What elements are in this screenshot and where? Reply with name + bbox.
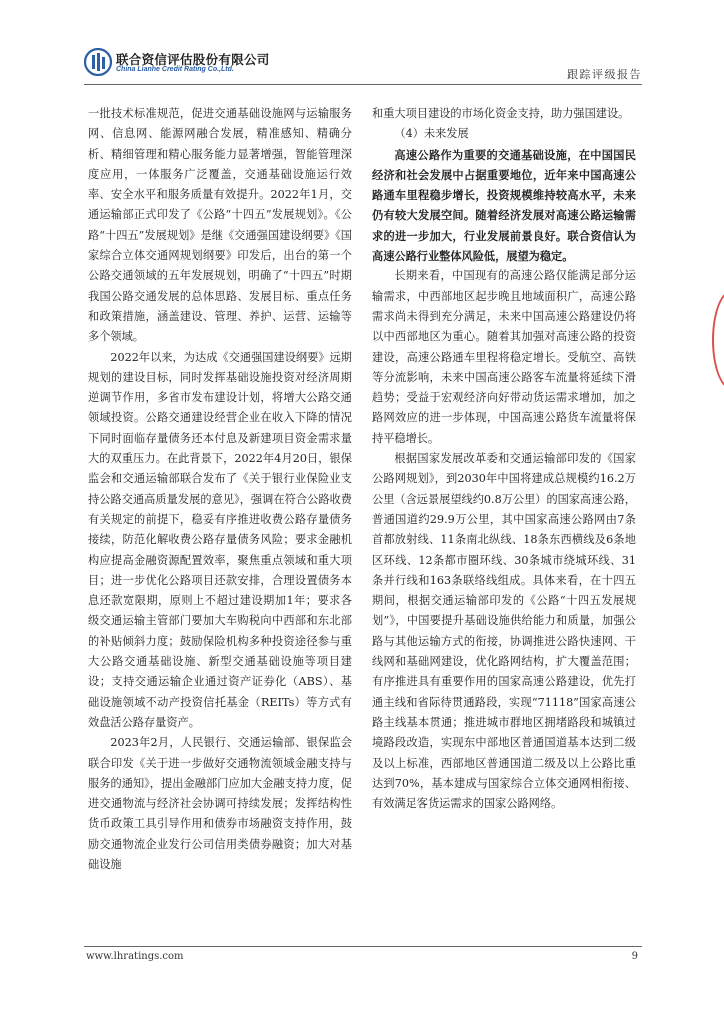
footer-website: www.lhratings.com: [86, 951, 184, 962]
company-name-cn: 联合资信评估股份有限公司: [116, 52, 270, 67]
header-divider: [84, 84, 642, 85]
right-column: [372, 104, 636, 814]
lianhe-logo-icon: [84, 48, 112, 76]
company-name-en: China Lianhe Credit Rating Co.,Ltd.: [116, 66, 234, 73]
paragraph-policy-2022: 2022年以来，为达成《交通强国建设纲要》远期规划的建设目标，同时发挥基础设施投资对经济周期逆调节作用，多省市发布建设计划，将增大公路交通领域投资。公路交通建设经营企业在收入下降的情况下同时面临存量债务还本付息及新建项目资金需求量大的双重压力。在此背景下，2022年4月20日，银保监会和交通运输部联合发布了《关于银行业保险业支持公路交通高质量发展的意见》，强调在符合公路收费有关规定的前提下，稳妥有序推进收费公路存量债务接续，防范化解收费公路存量债务风险；要求金融机构应提高金融资源配置效率，聚焦重点领域和重大项目；进一步优化公路项目还款安排，合理设置债务本息还款宽限期，原则上不超过建设期加1年；要求各级交通运输主管部门要加大车购税向中西部和东北部的补贴倾斜力度；鼓励保险机构多种投资途径参与重大公路交通基础设施、新型交通基础设施等项目建设；支持交通运输企业通过资产证券化（ABS）、基础设施领域不动产投资信托基金（REITs）等方式有效盘活公路存量资产。: [88, 350, 352, 729]
left-column: [88, 104, 352, 875]
report-type-title: 跟踪评级报告: [567, 68, 642, 81]
paragraph-continued: 一批技术标准规范，促进交通基础设施网与运输服务网、信息网、能源网融合发展，精准感知、精确分析、精细管理和精心服务能力显著增强，智能管理深度应用，一体服务广泛覆盖，交通基础设施运行效率、安全水平和服务质量有效提升。2022年1月，交通运输部正式印发了《公路“十四五”发展规划》。《公路“十四五”发展规划》是继《交通强国建设纲要》《国家综合立体交通网规划纲要》印发后，出台的第一个公路交通领域的五年发展规划，明确了“十四五”时期我国公路交通发展的总体思路、发展目标、重点任务和政策措施，涵盖建设、管理、养护、运营、运输等多个领域。: [88, 107, 352, 344]
paragraph-continued-right: 和重大项目建设的市场化资金支持，助力强国建设。: [372, 107, 630, 120]
paragraph-policy-2023: 2023年2月，人民银行、交通运输部、银保监会联合印发《关于进一步做好交通物流领域金融支持与服务的通知》，提出金融部门应加大金融支持力度，促进交通物流与经济社会协调可持续发展；发挥结构性货币政策工具引导作用和债券市场融资支持作用，鼓励交通物流企业发行公司信用类债券融资；加大对基础设施: [88, 736, 352, 871]
page-number: 9: [631, 951, 638, 962]
paragraph-network-plan: 根据国家发展改革委和交通运输部印发的《国家公路网规划》，到2030年中国将建成总规模约16.2万公里（含远景展望线约0.8万公里）的国家高速公路，普通国道约29.9万公里，其中国家高速公路网由7条首都放射线、11条南北纵线、18条东西横线及6条地区环线、12条都市圈环线、30条城市绕城环线、31条并行线和163条联络线组成。具体来看，在十四五期间，根据交通运输部印发的《公路“十四五发展规划”》，中国要提升基础设施供给能力和质量，加强公路与其他运输方式的衔接，协调推进公路快速网、干线网和基础网建设，优化路网结构，扩大覆盖范围；有序推进具有重要作用的国家高速公路建设，优先打通主线和省际待贯通路段，实现“71118”国家高速公路主线基本贯通；推进城市群地区拥堵路段和城镇过境路段改造，实现东中部地区普通国道基本达到二级及以上标准，西部地区普通国道二级及以上公路比重达到70%，基本建成与国家综合立体交通网相衔接、有效满足客货运需求的国家公路网络。: [372, 452, 636, 811]
paragraph-long-term-outlook: 长期来看，中国现有的高速公路仅能满足部分运输需求，中西部地区起步晚且地域面积广，高速公路需求尚未得到充分满足，未来中国高速公路建设仍将以中西部地区为重心。随着其加强对高速公路的投资建设，高速公路通车里程将稳定增长。受航空、高铁等分流影响，未来中国高速公路客车流量将延续下滑趋势；受益于宏观经济向好带动货运需求增加，加之路网效应的进一步体现，中国高速公路货车流量将保持平稳增长。: [372, 269, 636, 445]
paragraph-summary-bold: 高速公路作为重要的交通基础设施，在中国国民经济和社会发展中占据重要地位，近年来中国高速公路通车里程稳步增长，投资规模维持较高水平，未来仍有较大发展空间。随着经济发展对高速公路运输需求的进一步加大，行业发展前景良好。联合资信认为高速公路行业整体风险低，展望为稳定。: [372, 147, 636, 264]
seal-stamp-edge: [712, 290, 724, 390]
footer-divider: [84, 946, 642, 947]
section-heading-future: （4）未来发展: [394, 127, 469, 141]
